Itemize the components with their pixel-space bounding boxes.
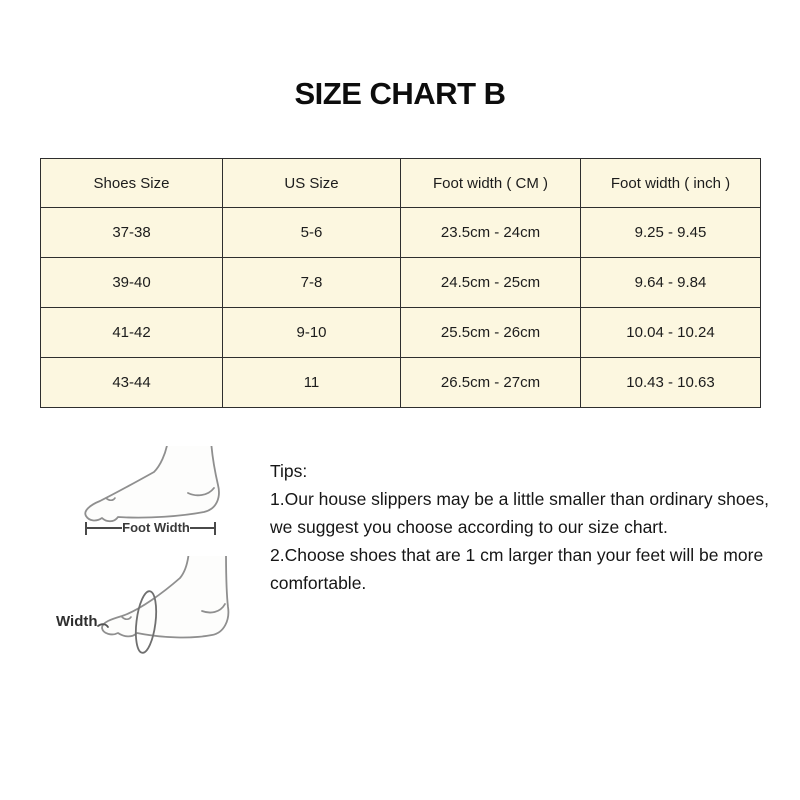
width-girth-diagram [52,556,237,661]
cell-foot-width-inch: 10.43 - 10.63 [581,358,761,408]
cell-foot-width-cm: 26.5cm - 27cm [401,358,581,408]
cell-us-size: 9-10 [223,308,401,358]
cell-foot-width-cm: 23.5cm - 24cm [401,208,581,258]
table-row [41,258,761,308]
header-us-size: US Size [223,159,401,208]
table-row [41,208,761,258]
size-chart-table [40,158,761,408]
cell-foot-width-cm: 24.5cm - 25cm [401,258,581,308]
table-row [41,308,761,358]
header-shoes-size: Shoes Size [41,159,223,208]
tips-heading: Tips: [270,461,308,481]
cell-foot-width-cm: 25.5cm - 26cm [401,308,581,358]
cell-us-size: 7-8 [223,258,401,308]
tip-item-2: 2.Choose shoes that are 1 cm larger than your feet will be more comfortable. [270,545,764,593]
cell-shoes-size: 43-44 [41,358,223,408]
width-label: Width [56,613,98,630]
header-foot-width-inch: Foot width ( inch ) [581,159,761,208]
foot-width-label: Foot Width [122,520,190,535]
tips-section [270,457,769,597]
table-header-row [41,159,761,208]
foot-girth-icon [52,556,237,661]
foot-width-diagram [78,446,238,546]
cell-shoes-size: 37-38 [41,208,223,258]
cell-foot-width-inch: 10.04 - 10.24 [581,308,761,358]
cell-us-size: 5-6 [223,208,401,258]
table-row [41,358,761,408]
cell-shoes-size: 41-42 [41,308,223,358]
cell-foot-width-inch: 9.25 - 9.45 [581,208,761,258]
cell-us-size: 11 [223,358,401,408]
cell-foot-width-inch: 9.64 - 9.84 [581,258,761,308]
header-foot-width-cm: Foot width ( CM ) [401,159,581,208]
cell-shoes-size: 39-40 [41,258,223,308]
page-title: SIZE CHART B [294,76,506,111]
tip-item-1: 1.Our house slippers may be a little smaller than ordinary shoes, we suggest you choose according to our size chart. [270,489,769,537]
